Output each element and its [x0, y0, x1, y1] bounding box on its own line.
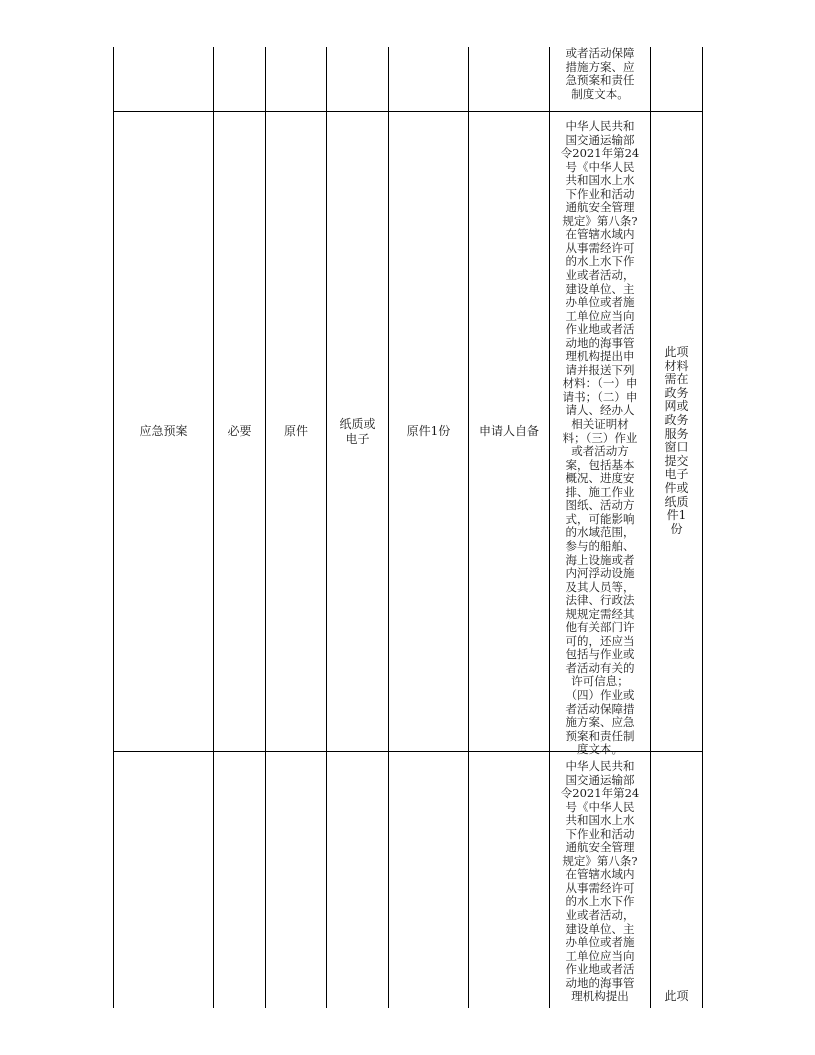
material-format [327, 112, 388, 751]
table-divider [549, 47, 550, 1008]
table-divider [650, 47, 651, 1008]
material-name: 应急预案 [139, 424, 188, 438]
submission-note: 此项 [664, 989, 689, 1003]
copies: 原件1份 [406, 424, 451, 438]
legal-basis-continuation: 或者活动保障措施方案、应急预案和责任制度文本。 [565, 46, 635, 101]
submission-note: 此项材料需在政务网或政务服务窗口提交电子件或纸质件1份 [664, 345, 689, 536]
material-source: 申请人自备 [478, 424, 539, 438]
material-type: 原件 [283, 424, 308, 438]
legal-basis: 中华人民共和国交通运输部令2021年第24号《中华人民共和国水上水下作业和活动通航安全管理规定》第八条? 在管辖水域内从事需经许可的水上水下作业或者活动，建设单位、主办单位或者施工单位应当向作业地或者活动地的海事管理机构提出申请并报送下列材料：（一）申请书；（二）申请人、经办人相关证明材料；（三）作业或者活动方案，包括基本概况、进度安排、施工作业图纸、活动方式，可能影响的水域范围，参与的船舶、海上设施或者内河浮动设施及其人员等，法律、行政法规规定需经其他有关部门许可的，还应当包括与作业或者活动有关的许可信息；（四）作业或者活动保障措施方案、应急预案和责任制度文本。 [560, 119, 640, 757]
legal-basis: 中华人民共和国交通运输部令2021年第24号《中华人民共和国水上水下作业和活动通航安全管理规定》第八条? 在管辖水域内从事需经许可的水上水下作业或者活动，建设单位、主办单位或者施工单位应当向作业地或者活动地的海事管理机构提出 [560, 759, 640, 1004]
required-flag: 必要 [227, 424, 252, 438]
material-format-text: 纸质或电子 [339, 416, 376, 446]
table-border-right [702, 47, 703, 1008]
